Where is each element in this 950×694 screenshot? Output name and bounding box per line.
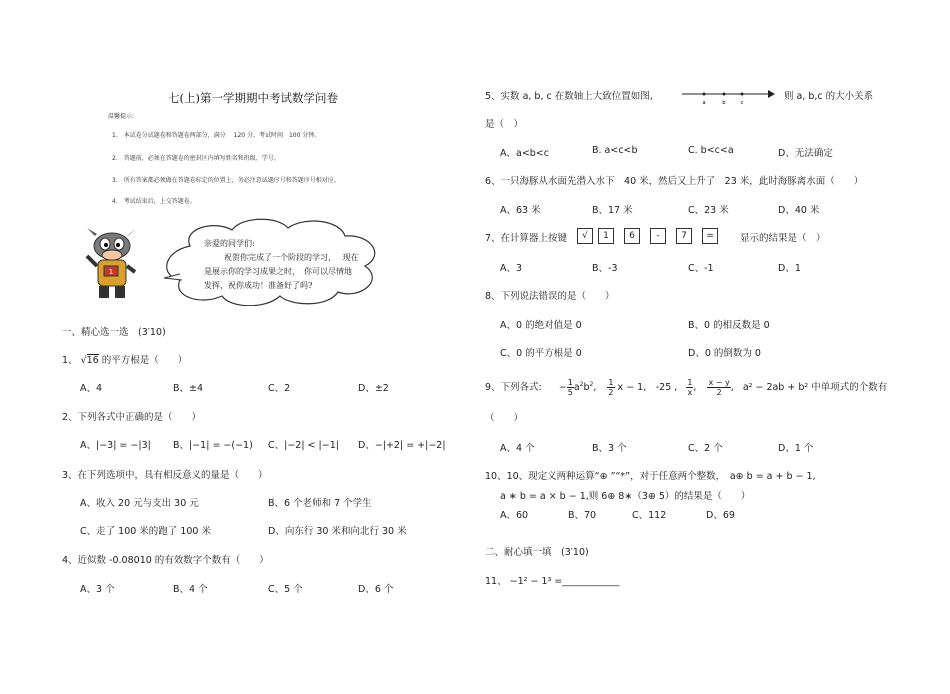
- q10-line-1: 10、10、现定义两种运算“⊕ ”“*”，对于任意两个整数， a⊕ b = a + b − 1,: [485, 471, 816, 482]
- q8-option-d: D、0 的倒数为 0: [688, 348, 761, 359]
- q7-option-a: A、3: [500, 263, 523, 274]
- q6-option-d: D、40 米: [778, 205, 820, 216]
- q6-option-c: C、23 米: [688, 205, 729, 216]
- note-1: 1. 本试卷分试题卷和答题卷两部分，满分 120 分，考试时间 100 分钟。: [112, 132, 321, 139]
- calc-key-sqrt: √: [577, 228, 593, 244]
- q8-option-b: B、0 的相反数是 0: [688, 320, 770, 331]
- axis-label-c: c: [740, 100, 744, 106]
- q1-option-a: A、4: [80, 383, 103, 394]
- q1-option-d: D、±2: [358, 383, 389, 394]
- q5-option-d: D、无法确定: [778, 148, 833, 159]
- q7-stem-post: 显示的结果是（ ）: [740, 233, 826, 244]
- q10-line-2: a ∗ b = a × b − 1,则 6⊕ 8∗（3⊕ 5）的结果是（ ）: [500, 491, 751, 502]
- calc-key-1: 1: [598, 228, 614, 244]
- q10-option-b: B、70: [568, 510, 597, 521]
- q9-option-d: D、1 个: [778, 443, 814, 454]
- q1-option-c: C、2: [268, 383, 291, 394]
- q3-option-d: D、向东行 30 米和向北行 30 米: [268, 526, 407, 537]
- q11-stem: 11、 −1² − 1³ =____________: [485, 576, 620, 587]
- q4-option-d: D、6 个: [358, 584, 394, 595]
- q10-option-c: C、112: [632, 510, 667, 521]
- cloud-line-2: 祝贺你完成了一个阶段的学习， 现在: [224, 253, 359, 262]
- q6-stem: 6、一只海豚从水面先潜入水下 40 米，然后又上升了 23 米，此时海豚离水面（ ）: [485, 176, 864, 187]
- axis-label-a: a: [702, 100, 706, 106]
- q5-stem-post: 则 a, b,c 的大小关系: [784, 91, 874, 102]
- q1-option-b: B、±4: [173, 383, 204, 394]
- cloud-line-3: 是展示你的学习成果之时， 你可以尽情地: [204, 267, 352, 276]
- section-2-heading: 二、耐心填一填 (3′10): [485, 547, 589, 558]
- number-line: [680, 86, 775, 106]
- q2-option-c: C、|−2| < |−1|: [268, 440, 339, 451]
- fraction-x-minus-y-over-2: $\frac{x - y}{2}$: [708, 378, 730, 398]
- q7-option-d: D、1: [778, 263, 801, 274]
- calc-key-equals: =: [702, 228, 718, 244]
- q9-option-c: C、2 个: [688, 443, 723, 454]
- q3-option-b: B、6 个老师和 7 个学生: [268, 498, 372, 509]
- q1-radicand: 16: [86, 355, 99, 366]
- q4-option-a: A、3 个: [80, 584, 115, 595]
- note-3: 3. 所有答案都必须做在答题卷标定的位置上，务必注意试题序号和答题序号相对应。: [112, 177, 340, 184]
- q9-option-b: B、3 个: [592, 443, 627, 454]
- q7-option-c: C、-1: [688, 263, 714, 274]
- q7-stem-pre: 7、在计算器上按键: [485, 233, 568, 244]
- q3-option-a: A、收入 20 元与支出 30 元: [80, 498, 199, 509]
- q1-stem: 1、 √16 的平方根是（ ）: [62, 355, 188, 366]
- q8-stem: 8、下列说法错误的是（ ）: [485, 291, 615, 302]
- axis-label-b: b: [722, 100, 726, 106]
- notes-heading: 温馨提示:: [108, 113, 135, 120]
- section-1-heading: 一、精心选一选 (3′10): [62, 327, 166, 338]
- q5-option-c: C. b<c<a: [688, 145, 734, 156]
- q10-option-a: A、60: [500, 510, 529, 521]
- q3-stem: 3、在下列选项中，具有相反意义的量是（ ）: [62, 470, 268, 481]
- fraction-1-5: $\frac{1}{5}$: [567, 378, 573, 398]
- q8-option-a: A、0 的绝对值是 0: [500, 320, 582, 331]
- q8-option-c: C、0 的平方根是 0: [500, 348, 582, 359]
- sqrt-symbol: √: [80, 355, 87, 366]
- q5-stem-pre: 5、实数 a, b, c 在数轴上大致位置如图,: [485, 91, 653, 102]
- svg-text:1: 1: [108, 268, 114, 276]
- q5-option-b: B. a<c<b: [592, 145, 638, 156]
- q9-option-a: A、4 个: [500, 443, 535, 454]
- note-2: 2. 答题前，必须在答题卷的密封区内填写姓名和班级、学号。: [112, 155, 280, 162]
- q9-stem-line2: （ ）: [485, 413, 524, 424]
- cloud-line-4: 发挥，祝你成功！准备好了吗?: [204, 281, 313, 290]
- q6-option-b: B、17 米: [592, 205, 633, 216]
- q6-option-a: A、63 米: [500, 205, 541, 216]
- q9-stem: 9、下列各式: − $\frac{1}{5}$ $a^2b^2$, $\frac{1}{2}$ x − 1, -25 , $\frac{1}{x}$ , $\frac{x - y}{2}$ , a² − 2ab + b² 中单项式的个数有: [485, 378, 888, 398]
- calc-key-minus: -: [650, 228, 666, 244]
- q2-option-a: A、|−3| = −|3|: [80, 440, 151, 451]
- exam-title: 七(上)第一学期期中考试数学问卷: [168, 91, 338, 105]
- q3-option-c: C、走了 100 米的跑了 100 米: [80, 526, 211, 537]
- q2-option-d: D、−|+2| = +|−2|: [358, 440, 446, 451]
- q7-option-b: B、-3: [592, 263, 618, 274]
- calc-key-6: 6: [624, 228, 640, 244]
- q2-stem: 2、下列各式中正确的是（ ）: [62, 412, 202, 423]
- cloud-line-1: 亲爱的同学们:: [204, 239, 255, 248]
- fraction-1-x: $\frac{1}{x}$: [687, 378, 693, 398]
- q10-option-d: D、69: [706, 510, 735, 521]
- q5-stem-line2: 是（ ）: [485, 119, 524, 130]
- cow-mascot-icon: [83, 226, 143, 302]
- q4-option-b: B、4 个: [173, 584, 208, 595]
- fraction-1-2: $\frac{1}{2}$: [608, 378, 614, 398]
- q2-option-b: B、|−1| = −(−1): [173, 440, 253, 451]
- q5-option-a: A、a<b<c: [500, 148, 549, 159]
- note-4: 4. 考试结束后，上交答题卷。: [112, 198, 196, 205]
- calc-key-7: 7: [676, 228, 692, 244]
- q4-stem: 4、近似数 -0.08010 的有效数字个数有（ ）: [62, 555, 269, 566]
- q4-option-c: C、5 个: [268, 584, 303, 595]
